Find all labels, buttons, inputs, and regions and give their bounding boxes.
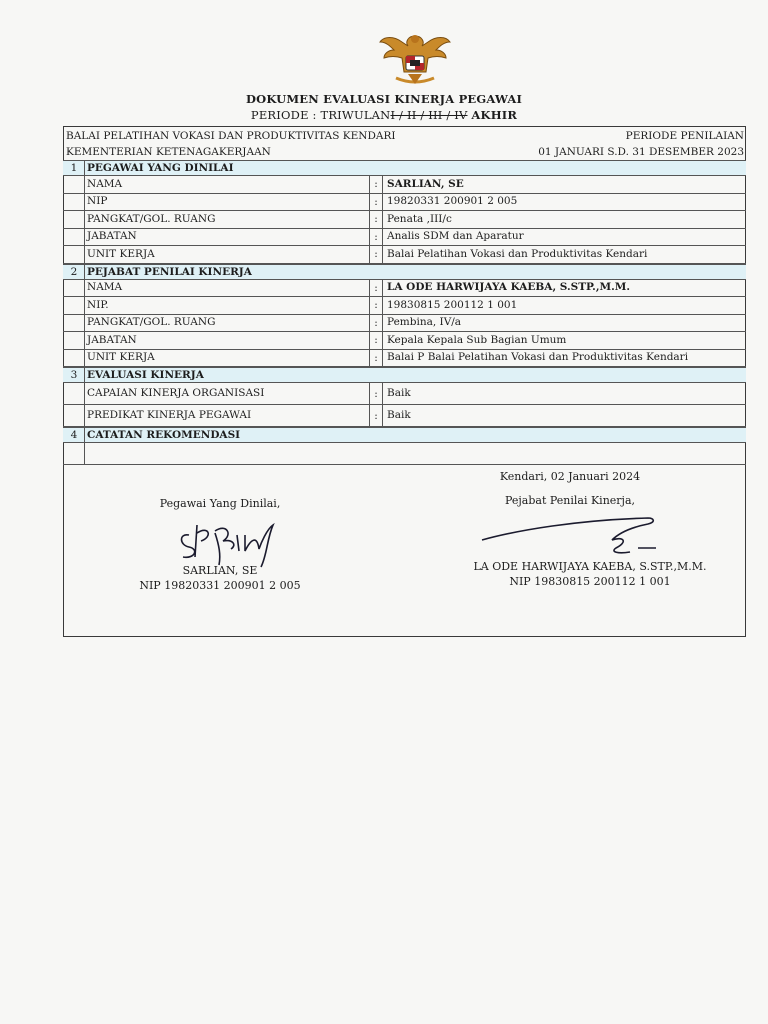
field-colon: : xyxy=(369,405,383,426)
number-column-divider xyxy=(84,367,85,427)
section-number: 3 xyxy=(70,369,78,381)
field-label: CAPAIAN KINERJA ORGANISASI xyxy=(87,387,265,399)
ministry-name: KEMENTERIAN KETENAGAKERJAAN xyxy=(66,146,271,158)
period-akhir: AKHIR xyxy=(471,108,518,122)
field-row xyxy=(63,229,746,247)
field-label: NIP. xyxy=(87,298,109,311)
right-signature-icon xyxy=(478,512,673,560)
field-value: Kepala Kepala Sub Bagian Umum xyxy=(387,333,567,346)
number-column-divider xyxy=(84,264,85,368)
field-value: 19820331 200901 2 005 xyxy=(387,195,518,208)
period-label: PERIODE PENILAIAN xyxy=(625,130,744,142)
field-colon: : xyxy=(369,280,383,297)
period-struck-options: I / II / III / IV xyxy=(390,108,468,122)
field-row xyxy=(63,280,746,298)
institution-name: BALAI PELATIHAN VOKASI DAN PRODUKTIVITAS KENDARI xyxy=(66,130,396,142)
field-row xyxy=(63,246,746,264)
garuda-emblem-icon xyxy=(378,28,452,90)
field-label: JABATAN xyxy=(87,230,137,243)
document-title: DOKUMEN EVALUASI KINERJA PEGAWAI xyxy=(245,92,523,106)
right-signer-nip: NIP 19830815 200112 1 001 xyxy=(509,575,671,588)
section-title: PEGAWAI YANG DINILAI xyxy=(87,162,234,174)
field-value: Baik xyxy=(387,387,411,399)
field-colon: : xyxy=(369,332,383,349)
field-row xyxy=(63,405,746,427)
field-colon: : xyxy=(369,229,383,246)
field-value: LA ODE HARWIJAYA KAEBA, S.STP.,M.M. xyxy=(387,281,631,294)
header-right xyxy=(538,128,744,160)
left-signer-nip: NIP 19820331 200901 2 005 xyxy=(139,579,301,592)
section-header xyxy=(63,367,746,383)
section-header xyxy=(63,427,746,443)
field-colon: : xyxy=(369,176,383,193)
field-value: Pembina, IV/a xyxy=(387,316,462,329)
section-title: CATATAN REKOMENDASI xyxy=(87,429,241,441)
right-signer-role: Pejabat Penilai Kinerja, xyxy=(504,494,636,507)
field-label: NIP xyxy=(87,195,108,208)
field-label: UNIT KERJA xyxy=(87,247,155,260)
section-title: PEJABAT PENILAI KINERJA xyxy=(87,265,252,278)
field-colon: : xyxy=(369,350,383,367)
field-value: Balai Pelatihan Vokasi dan Produktivitas Kendari xyxy=(387,247,648,260)
field-value: Penata ,III/c xyxy=(387,212,452,225)
section-number: 2 xyxy=(70,265,78,278)
period-prefix: PERIODE : TRIWULAN xyxy=(250,108,391,122)
field-row xyxy=(63,383,746,405)
document-period xyxy=(0,108,768,122)
field-label: UNIT KERJA xyxy=(87,351,155,364)
field-row xyxy=(63,194,746,212)
field-colon: : xyxy=(369,383,383,404)
field-colon: : xyxy=(369,297,383,314)
field-row xyxy=(63,315,746,333)
number-column-divider xyxy=(84,160,85,264)
field-row xyxy=(63,176,746,194)
field-colon: : xyxy=(369,194,383,211)
field-value: Analis SDM dan Aparatur xyxy=(387,230,524,243)
left-signer-role: Pegawai Yang Dinilai, xyxy=(159,497,281,510)
field-row xyxy=(63,211,746,229)
section-header xyxy=(63,264,746,280)
field-colon: : xyxy=(369,315,383,332)
field-colon: : xyxy=(369,211,383,228)
field-value: Balai P Balai Pelatihan Vokasi dan Produktivitas Kendari xyxy=(387,351,689,364)
place-date: Kendari, 02 Januari 2024 xyxy=(499,470,641,483)
period-value: 01 JANUARI S.D. 31 DESEMBER 2023 xyxy=(538,146,744,158)
section-title: EVALUASI KINERJA xyxy=(87,369,204,381)
field-label: PANGKAT/GOL. RUANG xyxy=(87,316,216,329)
field-row xyxy=(63,350,746,368)
section-header xyxy=(63,160,746,176)
section-number: 4 xyxy=(70,429,78,441)
field-colon: : xyxy=(369,246,383,263)
field-value: Baik xyxy=(387,409,411,421)
field-label: NAMA xyxy=(87,177,123,190)
field-row xyxy=(63,332,746,350)
field-value: SARLIAN, SE xyxy=(387,177,464,190)
field-label: NAMA xyxy=(87,281,123,294)
field-value: 19830815 200112 1 001 xyxy=(387,298,518,311)
recommendation-notes xyxy=(63,443,746,465)
field-label: JABATAN xyxy=(87,333,137,346)
right-signer-name: LA ODE HARWIJAYA KAEBA, S.STP.,M.M. xyxy=(473,560,707,573)
field-label: PREDIKAT KINERJA PEGAWAI xyxy=(87,409,252,421)
left-signer-name: SARLIAN, SE xyxy=(182,564,258,577)
field-label: PANGKAT/GOL. RUANG xyxy=(87,212,216,225)
number-column-divider xyxy=(84,427,85,465)
section-number: 1 xyxy=(70,162,78,174)
field-row xyxy=(63,297,746,315)
header-left xyxy=(66,128,396,160)
